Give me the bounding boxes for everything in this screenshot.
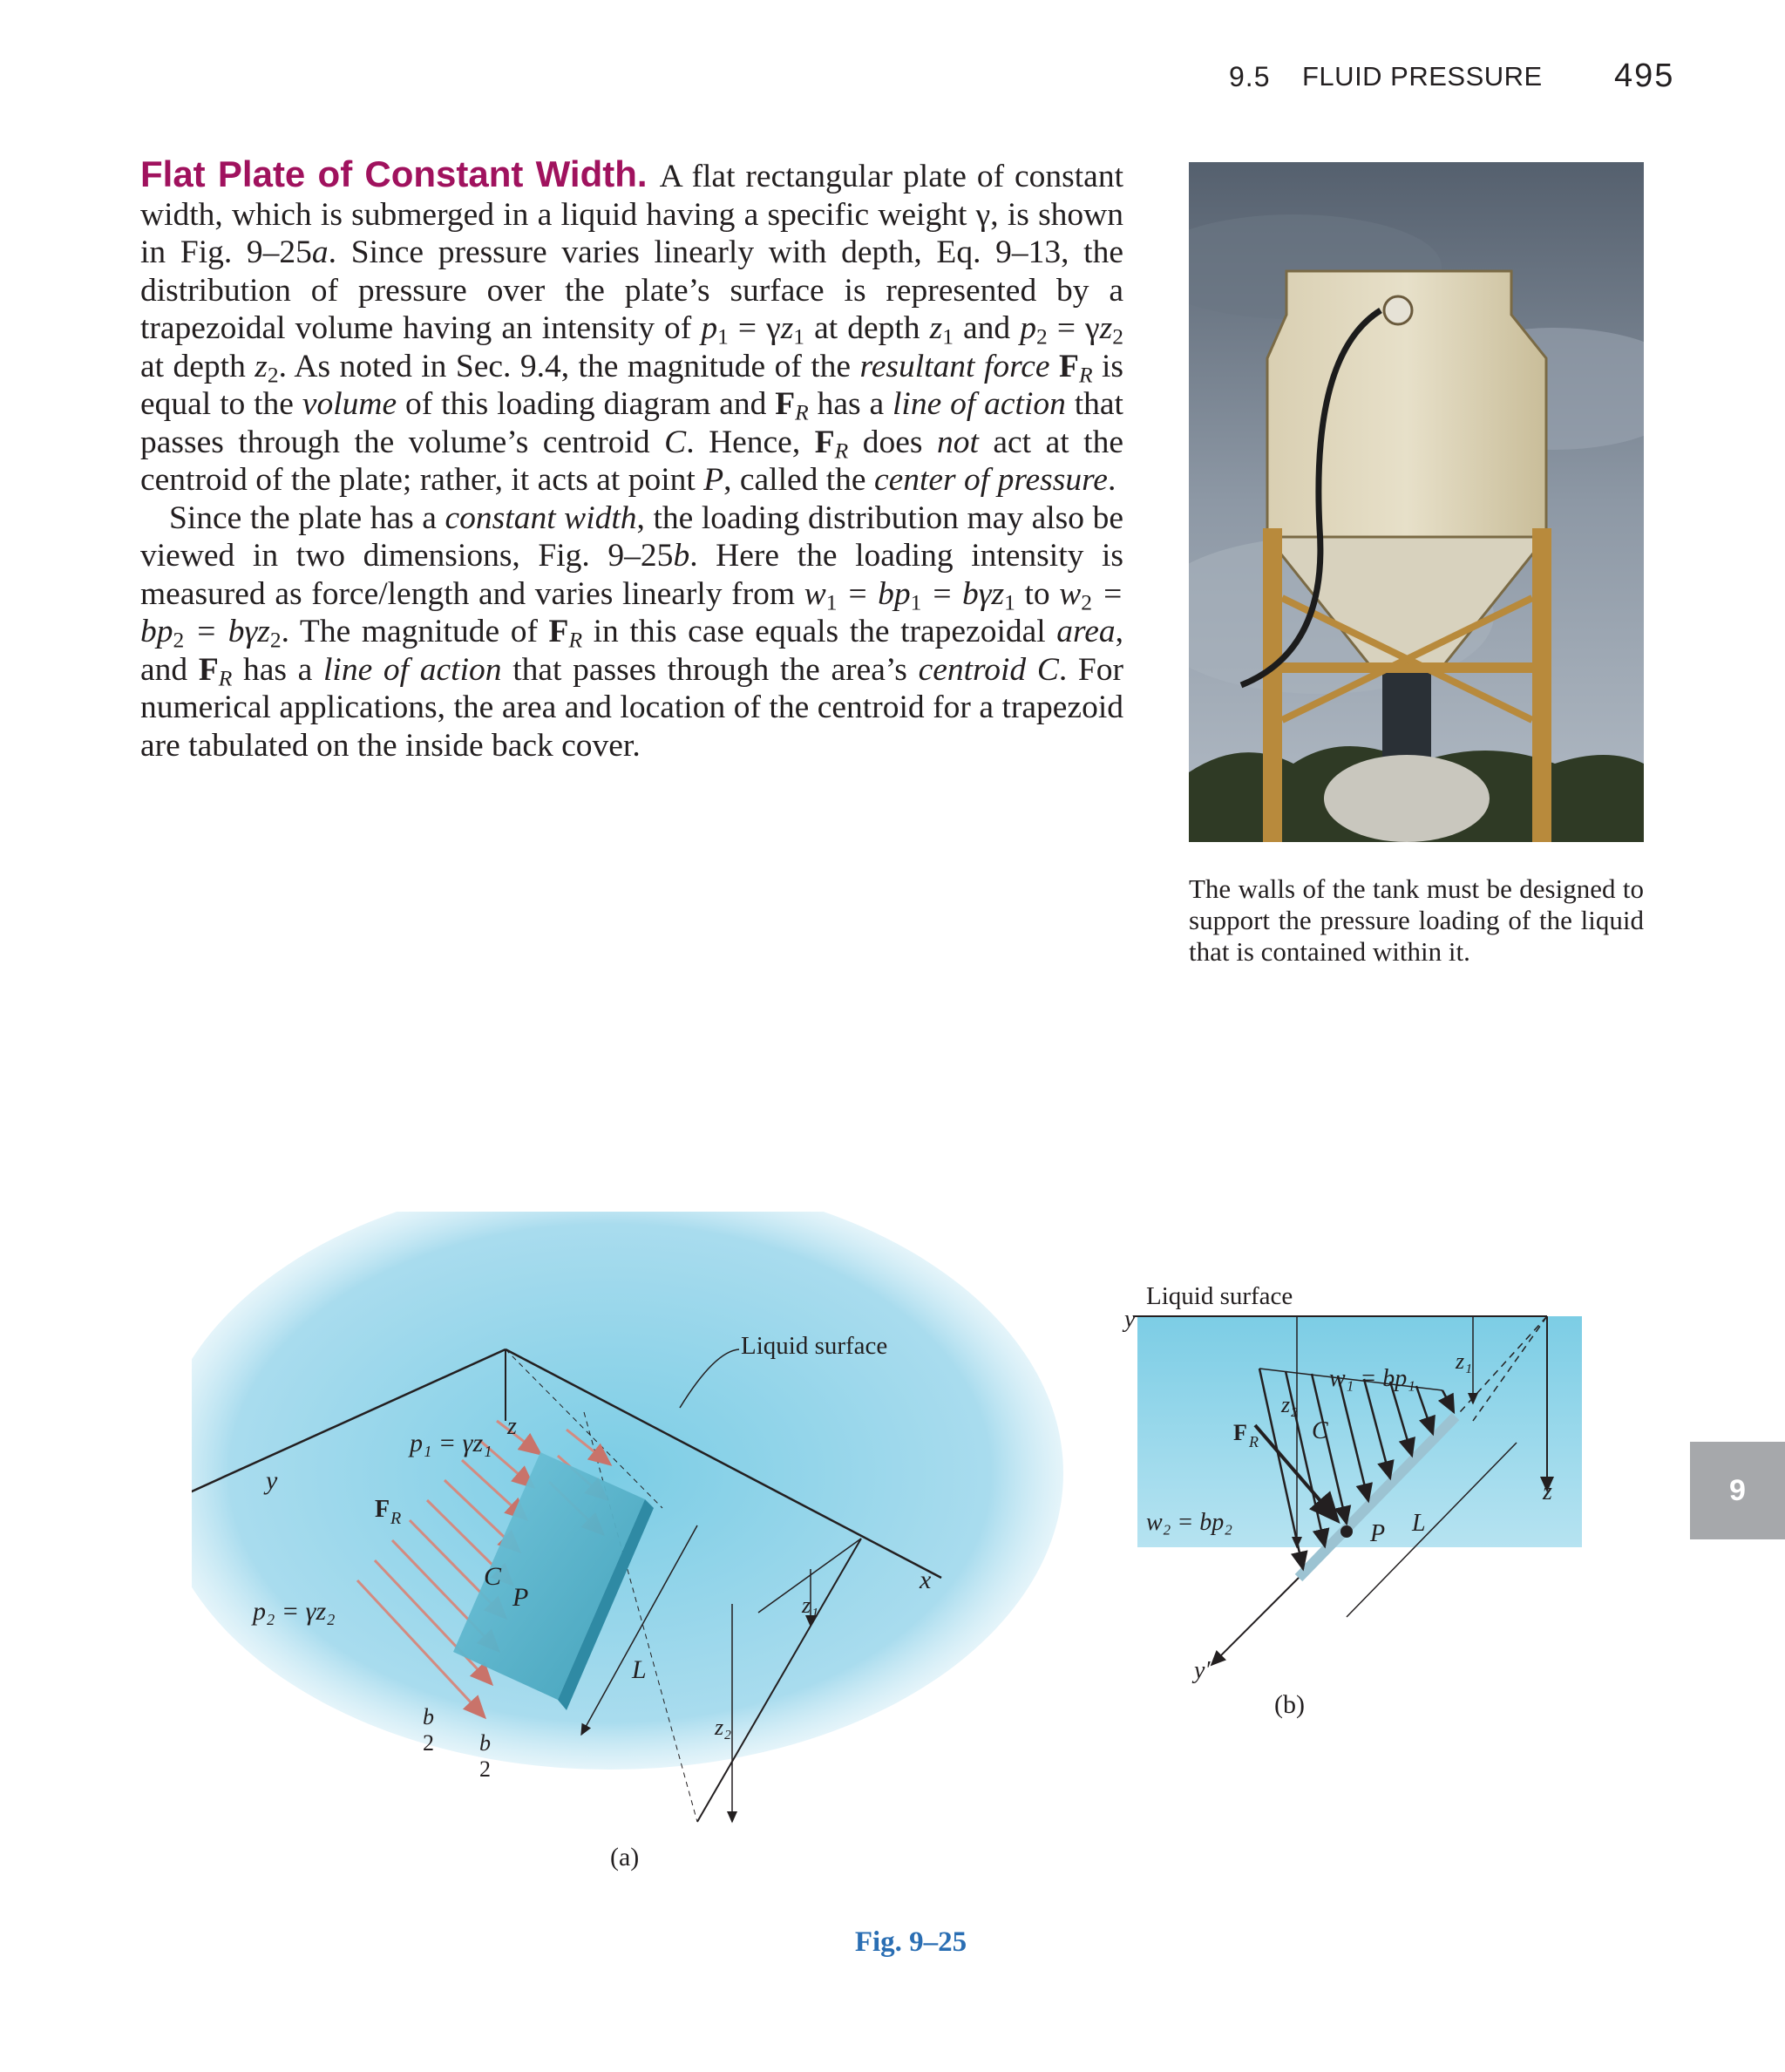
- two-label-1: 2: [423, 1730, 434, 1756]
- figure-9-25b: [1107, 1273, 1647, 1743]
- chapter-tab: 9: [1690, 1442, 1785, 1539]
- figure-a-diagram: [192, 1212, 1063, 1874]
- z-label-b: z: [1543, 1478, 1552, 1505]
- w1-label: w₁ = bp₁: [1329, 1365, 1416, 1392]
- p-label-b: P: [1370, 1520, 1386, 1547]
- section-number: 9.5: [1229, 61, 1271, 92]
- liquid-surface-label-b: Liquid surface: [1146, 1282, 1293, 1310]
- figure-9-25a: [192, 1212, 1063, 1874]
- page-number: 495: [1614, 58, 1675, 94]
- y-prime-label: y′: [1194, 1657, 1211, 1684]
- fr-subscript: R: [390, 1509, 402, 1528]
- water-background: [192, 1212, 1063, 1770]
- y-label-b: y: [1124, 1306, 1136, 1333]
- figure-caption: Fig. 9–25: [854, 1926, 967, 1958]
- y-label: y: [266, 1466, 278, 1495]
- p2-label: p₂ = γz₂: [253, 1597, 336, 1626]
- L-label: L: [632, 1655, 647, 1684]
- z1-label: z₁: [802, 1593, 819, 1618]
- c-label-b: C: [1312, 1417, 1328, 1444]
- liquid-surface-label: Liquid surface: [741, 1332, 888, 1360]
- centroid-dot: [1340, 1525, 1353, 1538]
- x-label: x: [920, 1566, 932, 1594]
- p-label: P: [512, 1583, 529, 1612]
- b-label-1: b: [423, 1704, 434, 1729]
- figure-b-label: (b): [1274, 1690, 1305, 1719]
- z2-label-b: z₂: [1281, 1392, 1299, 1417]
- section-title: FLUID PRESSURE: [1302, 61, 1543, 92]
- paragraph-2: Since the plate has a constant width, the loading distribution may also be viewed in two dimensions, Fig. 9–25b. Here the loading intensity is measured as force/length and varies linearly from $w_1 = bp_1 = b\gamma z_1$ to $w_2 = bp_2 = b\gamma z_2$. The magnitude of $F_R$ in this case equals the trapezoidal area, and $F_R$ has a line of action that passes through the area’s centroid C. For numerical applications, the area and location of the centroid for a trapezoid are tabulated on the inside back cover.: [140, 499, 1124, 764]
- y-prime-axis: [1211, 1578, 1299, 1665]
- two-label-2: 2: [479, 1756, 491, 1782]
- fr-label: F: [375, 1496, 390, 1523]
- section-heading: Flat Plate of Constant Width.: [140, 153, 648, 194]
- b-label-2: b: [479, 1730, 491, 1756]
- L-label-b: L: [1412, 1510, 1426, 1537]
- z1-label-b: z₁: [1456, 1348, 1473, 1374]
- tank-photo: [1189, 162, 1644, 842]
- running-header: [0, 58, 1785, 105]
- w2-label: w₂ = bp₂: [1146, 1509, 1233, 1536]
- fr-label-b: F: [1233, 1420, 1247, 1445]
- photo-caption: The walls of the tank must be designed to support the pressure loading of the liquid that is contained within it.: [1189, 873, 1644, 967]
- fr-subscript-b: R: [1249, 1433, 1259, 1450]
- p1-label: p₁ = γz₁: [410, 1429, 492, 1457]
- figure-a-label: (a): [610, 1843, 640, 1872]
- paragraph-1: Flat Plate of Constant Width. A flat rectangular plate of constant width, which is submerged in a liquid having a specific weight γ, is shown in Fig. 9–25a. Since pressure varies linearly with depth, Eq. 9–13, the distribution of pressure over the plate’s surface is represented by a trapezoidal volume having an intensity of $p_1 = \gamma z_1$ at depth $z_1$ and $p_2 = \gamma z_2$ at depth $z_2$. As noted in Sec. 9.4, the magnitude of the resultant force $F_R$ is equal to the volume of this loading diagram and $F_R$ has a line of action that passes through the volume’s centroid C. Hence, $F_R$ does not act at the centroid of the plate; rather, it acts at point P, called the center of pressure.: [140, 153, 1123, 498]
- body-text: [140, 155, 1123, 764]
- c-label: C: [484, 1562, 502, 1591]
- figure-b-diagram: [1107, 1273, 1647, 1743]
- tank-photo-illustration: [1189, 162, 1644, 842]
- z-label: z: [507, 1413, 517, 1440]
- z2-label: z₂: [715, 1715, 732, 1740]
